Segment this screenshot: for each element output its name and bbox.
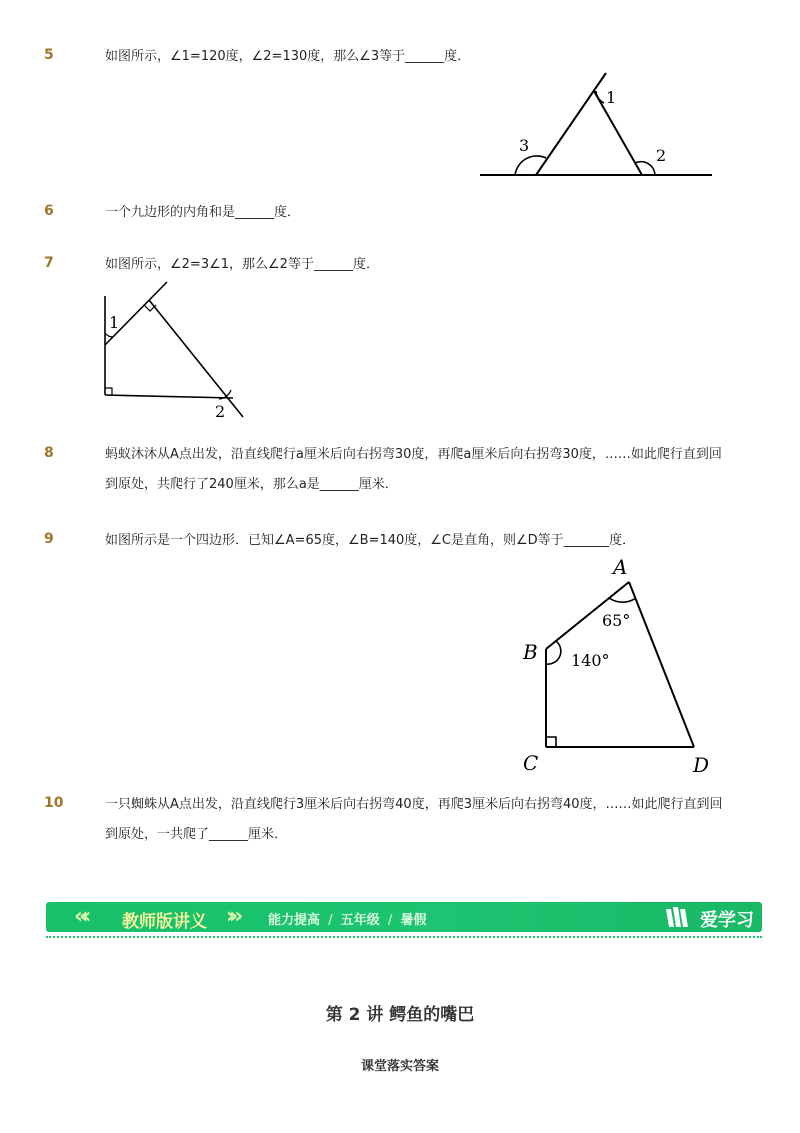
question-text: 一只蜘蛛从A点出发，沿直线爬行3厘米后向右拐弯40度，再爬3厘米后向右拐弯40度，……如此爬行直到回到原处，一共爬了______厘米． xyxy=(105,797,723,842)
angle-label: 2 xyxy=(656,146,667,165)
banner-brand: 教师版讲义 xyxy=(122,912,207,932)
question-text: 一个九边形的内角和是______度． xyxy=(105,205,301,220)
question-text: 如图所示，∠2=3∠1，那么∠2等于______度． xyxy=(105,257,379,272)
section-banner xyxy=(46,902,762,932)
figure-q5-triangle xyxy=(470,65,720,185)
vertex-label: B xyxy=(523,640,538,664)
brand-logo-text: 爱学习 xyxy=(700,910,754,931)
figure-q7-quadrilateral xyxy=(95,278,255,423)
question-text: 蚂蚁沐沐从A点出发，沿直线爬行a厘米后向右拐弯30度，再爬a厘米后向右拐弯30度，……如此爬行直到回到原处，共爬行了240厘米，那么a是______厘米． xyxy=(105,447,722,492)
angle-label: 65° xyxy=(602,611,631,630)
section-title: 课堂落实答案 xyxy=(360,1059,439,1074)
question-number: 5 xyxy=(44,47,54,63)
angle-label: 1 xyxy=(606,88,617,107)
question-number: 7 xyxy=(44,255,54,271)
angle-label: 140° xyxy=(571,651,610,670)
vertex-label: D xyxy=(693,753,710,777)
question-text: 如图所示是一个四边形．已知∠A=65度，∠B=140度，∠C是直角，则∠D等于_______度． xyxy=(105,533,636,548)
vertex-label: C xyxy=(523,751,539,775)
breadcrumb-item: 能力提高 xyxy=(268,913,321,928)
angle-label: 2 xyxy=(215,402,226,421)
lecture-title: 第 2 讲 鳄鱼的嘴巴 xyxy=(325,1005,475,1025)
question-text: 如图所示，∠1=120度，∠2=130度，那么∠3等于______度． xyxy=(105,49,471,64)
logo-icon xyxy=(664,905,690,929)
chevron-left-icon: «‹ xyxy=(74,904,86,929)
question-number: 9 xyxy=(44,531,54,547)
vertex-label: A xyxy=(613,555,628,579)
question-number: 10 xyxy=(44,795,64,811)
breadcrumb-item: 暑假 xyxy=(400,913,427,928)
question-number: 8 xyxy=(44,445,54,461)
figure-q9-quadrilateral xyxy=(515,552,725,777)
chevron-right-icon: ›» xyxy=(226,904,238,929)
angle-label: 1 xyxy=(109,313,120,332)
divider xyxy=(46,936,762,938)
question-number: 6 xyxy=(44,203,54,219)
angle-label: 3 xyxy=(519,136,530,155)
breadcrumb: 能力提高 / 五年级 / 暑假 xyxy=(268,913,427,928)
breadcrumb-item: 五年级 xyxy=(340,913,380,928)
